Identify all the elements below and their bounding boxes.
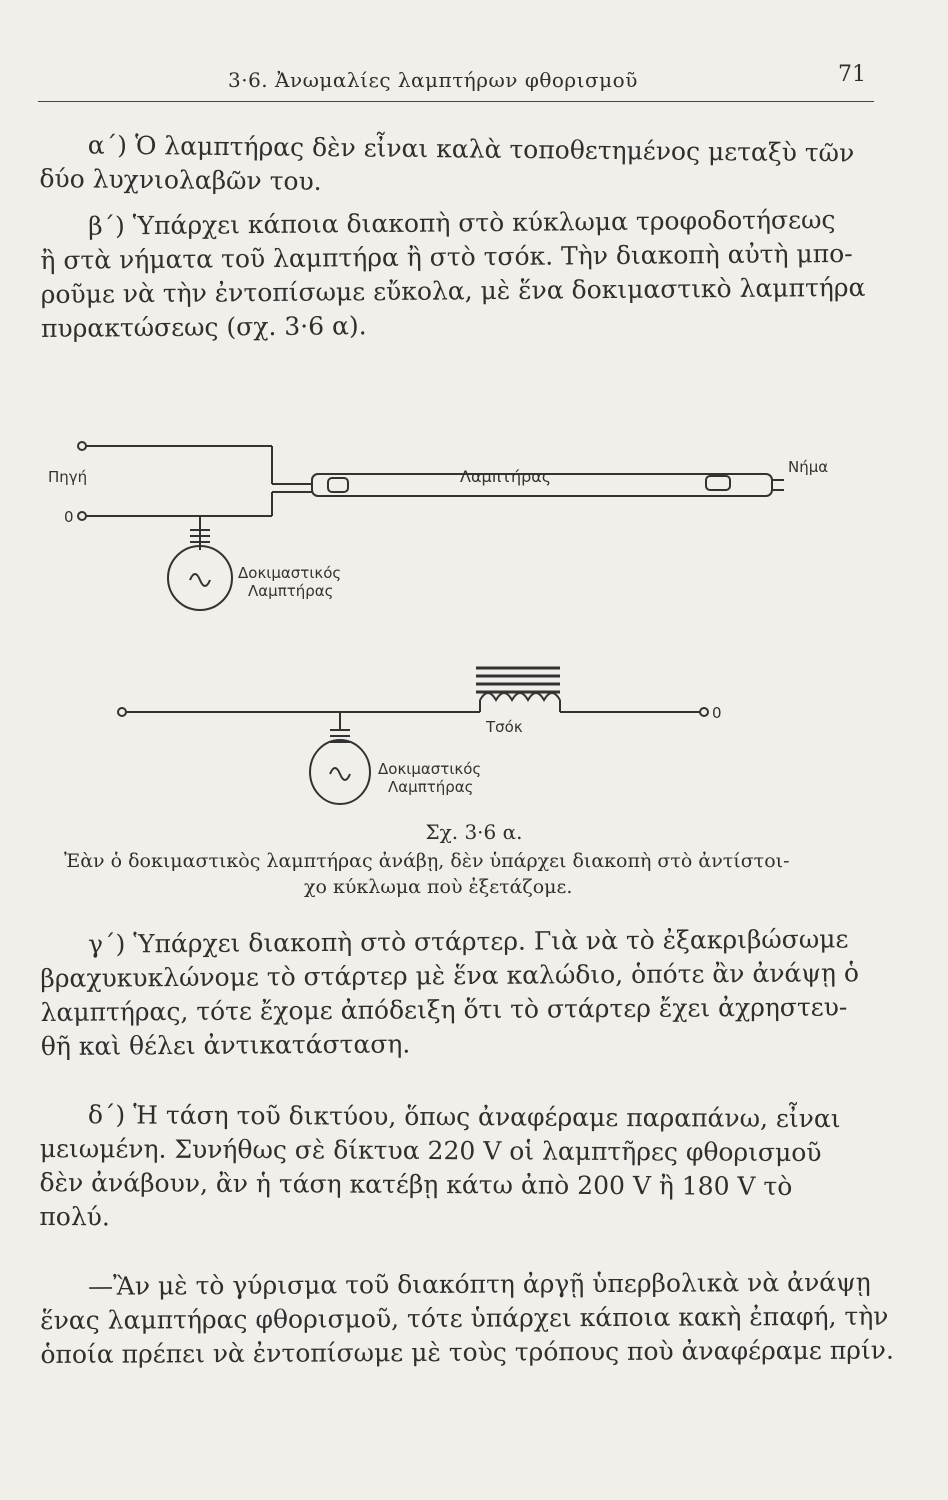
figure-caption bbox=[64, 848, 894, 900]
paragraph-d bbox=[39, 1098, 876, 1238]
label-test-lamp-top-1: Δοκιμαστικός bbox=[238, 564, 342, 582]
figure-number: Σχ. 3·6 α. bbox=[425, 820, 523, 844]
text-line: δὲν ἀνάβουν, ἂν ἡ τάση κατέβῃ κάτω ἀπὸ 200 V ἢ 180 V τὸ bbox=[39, 1167, 793, 1201]
text-line: ροῦμε νὰ τὴν ἐντοπίσωμε εὔκολα, μὲ ἕνα δοκιμαστικὸ λαμπτήρα bbox=[40, 272, 866, 309]
label-test-lamp-top-2: Λαμπτήρας bbox=[248, 582, 334, 600]
paragraph-a bbox=[39, 128, 876, 205]
circuit-figure bbox=[40, 430, 840, 820]
paragraph-b bbox=[40, 203, 877, 346]
page-number: 71 bbox=[838, 62, 866, 87]
text-line: μειωμένη. Συνήθως σὲ δίκτυα 220 V οἱ λαμπτῆρες φθορισμοῦ bbox=[39, 1133, 822, 1168]
label-source: Πηγή bbox=[48, 468, 88, 486]
text-line: β΄) Ὑπάρχει κάποια διακοπὴ στὸ κύκλωμα τροφοδοτήσεως bbox=[88, 205, 836, 241]
text-line: ἢ στὰ νήματα τοῦ λαμπτήρα ἢ στὸ τσόκ. Τὴν διακοπὴ αὐτὴ μπο- bbox=[40, 238, 853, 275]
label-zero-bottom: 0 bbox=[712, 704, 722, 722]
caption-line: Ἐὰν ὁ δοκιμαστικὸς λαμπτήρας ἀνάβῃ, δὲν ὑπάρχει διακοπὴ στὸ ἀντίστοι- bbox=[64, 850, 790, 872]
label-choke: Τσόκ bbox=[486, 718, 523, 736]
running-header bbox=[38, 58, 874, 102]
tube-filament-right bbox=[706, 476, 730, 490]
text-line: ἕνας λαμπτήρας φθορισμοῦ, τότε ὑπάρχει κάποια κακὴ ἐπαφή, τὴν bbox=[40, 1301, 889, 1335]
paragraph-e bbox=[40, 1266, 894, 1372]
choke-coil bbox=[480, 693, 560, 700]
text-line: γ΄) Ὑπάρχει διακοπὴ στὸ στάρτερ. Γιὰ νὰ τὸ ἐξακριβώσωμε bbox=[88, 924, 849, 959]
text-line: ὁποία πρέπει νὰ ἐντοπίσωμε μὲ τοὺς τρόπους ποὺ ἀναφέραμε πρίν. bbox=[40, 1335, 894, 1369]
text-line: δ΄) Ἡ τάση τοῦ δικτύου, ὅπως ἀναφέραμε παραπάνω, εἶναι bbox=[87, 1100, 841, 1134]
caption-line: χο κύκλωμα ποὺ ἐξετάζομε. bbox=[304, 876, 573, 898]
tube-filament-left bbox=[328, 478, 348, 492]
label-filament: Νήμα bbox=[788, 458, 829, 476]
chapter-title: 3·6. Ἀνωμαλίες λαμπτήρων φθορισμοῦ bbox=[228, 68, 638, 92]
text-line: πυρακτώσεως (σχ. 3·6 α). bbox=[40, 311, 367, 343]
text-line: θῆ καὶ θέλει ἀντικατάσταση. bbox=[40, 1029, 411, 1061]
text-line: δύο λυχνιολαβῶν του. bbox=[39, 163, 322, 196]
label-zero-top: 0 bbox=[64, 508, 74, 526]
label-test-lamp-bottom-2: Λαμπτήρας bbox=[388, 778, 474, 796]
paragraph-c bbox=[40, 922, 877, 1064]
text-line: α΄) Ὁ λαμπτήρας δὲν εἶναι καλὰ τοποθετημένος μεταξὺ τῶν bbox=[87, 130, 855, 168]
text-line: βραχυκυκλώνομε τὸ στάρτερ μὲ ἕνα καλώδιο, ὁπότε ἂν ἀνάψῃ ὁ bbox=[40, 958, 860, 993]
text-line: λαμπτήρας, τότε ἔχομε ἀπόδειξη ὅτι τὸ στάρτερ ἔχει ἀχρηστευ- bbox=[40, 992, 848, 1027]
label-lamp: Λαμπτήρας bbox=[460, 467, 552, 486]
header-rule bbox=[38, 101, 874, 103]
text-line: —Ἂν μὲ τὸ γύρισμα τοῦ διακόπτη ἀργῇ ὑπερβολικὰ νὰ ἀνάψῃ bbox=[88, 1267, 871, 1301]
label-test-lamp-bottom-1: Δοκιμαστικός bbox=[378, 760, 482, 778]
text-line: πολύ. bbox=[39, 1201, 110, 1232]
